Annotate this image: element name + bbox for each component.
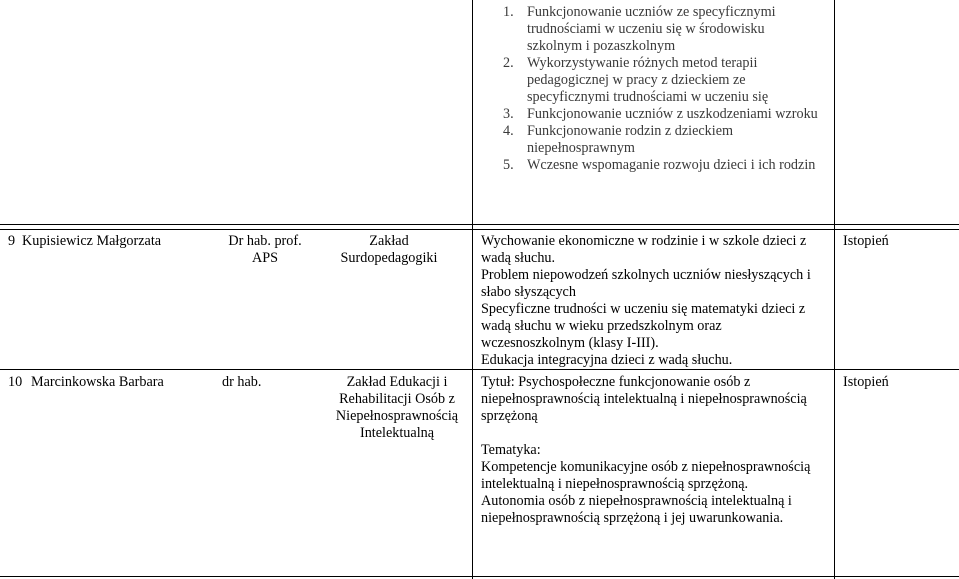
topic-line: Problem niepowodzeń szkolnych uczniów niesłyszących i słabo słyszących — [481, 267, 811, 300]
grid-line — [472, 0, 473, 579]
row-number: 10 — [8, 374, 23, 390]
topic-line: Edukacja integracyjna dzieci z wadą słuchu. — [481, 352, 733, 368]
list-item: 1. Funkcjonowanie uczniów ze specyficznymi trudnościami w uczeniu się w środowisku szkolnym i pozaszkolnym — [503, 4, 776, 54]
list-item: 5. Wczesne wspomaganie rozwoju dzieci i ich rodzin — [503, 157, 816, 173]
topic-line: Wychowanie ekonomiczne w rodzinie i w szkole dzieci z wadą słuchu. — [481, 233, 807, 266]
topic-list-top — [503, 4, 823, 174]
grid-line — [0, 369, 959, 370]
list-item: 4. Funkcjonowanie rodzin z dzieckiem niepełnosprawnym — [503, 123, 734, 156]
topics-cell — [481, 233, 829, 369]
topic-line: Specyficzne trudności w uczeniu się matematyki dzieci z wadą słuchu w wieku przedszkolnym oraz wczesnoszkolnym (klasy I-III). — [481, 301, 806, 351]
study-level: Istopień — [843, 374, 889, 390]
department: Zakład Surdopedagogiki — [340, 233, 438, 266]
list-item: 3. Funkcjonowanie uczniów z uszkodzeniami wzroku — [503, 106, 818, 122]
grid-line — [0, 224, 959, 225]
supervisor-name: Kupisiewicz Małgorzata — [22, 233, 162, 249]
study-level: Istopień — [843, 233, 889, 249]
topic-line: Autonomia osób z niepełnosprawnością intelektualną i niepełnosprawnością sprzężoną i jej uwarunkowania. — [481, 493, 792, 526]
department: Zakład Edukacji i Rehabilitacji Osób z Niepełnosprawnością Intelektualną — [335, 374, 459, 441]
topic-line: Tematyka: — [481, 442, 541, 458]
topic-line: Tytuł: Psychospołeczne funkcjonowanie osób z niepełnosprawnością intelektualną i niepełnosprawnością sprzężoną — [481, 374, 807, 424]
grid-line — [834, 0, 835, 579]
list-item: 2. Wykorzystywanie różnych metod terapii pedagogicznej w pracy z dzieckiem ze specyficznymi trudnościami w uczeniu się — [503, 55, 769, 105]
row-number: 9 — [8, 233, 16, 249]
grid-line — [0, 576, 959, 577]
topics-cell — [481, 374, 829, 527]
academic-title: Dr hab. prof. APS — [228, 233, 302, 266]
topic-line: Kompetencje komunikacyjne osób z niepełnosprawnością intelektualną i niepełnosprawnością sprzężoną. — [481, 459, 811, 492]
supervisor-name: Marcinkowska Barbara — [31, 374, 164, 390]
spacer — [481, 425, 829, 442]
academic-title: dr hab. — [222, 374, 262, 390]
grid-line — [0, 229, 959, 230]
